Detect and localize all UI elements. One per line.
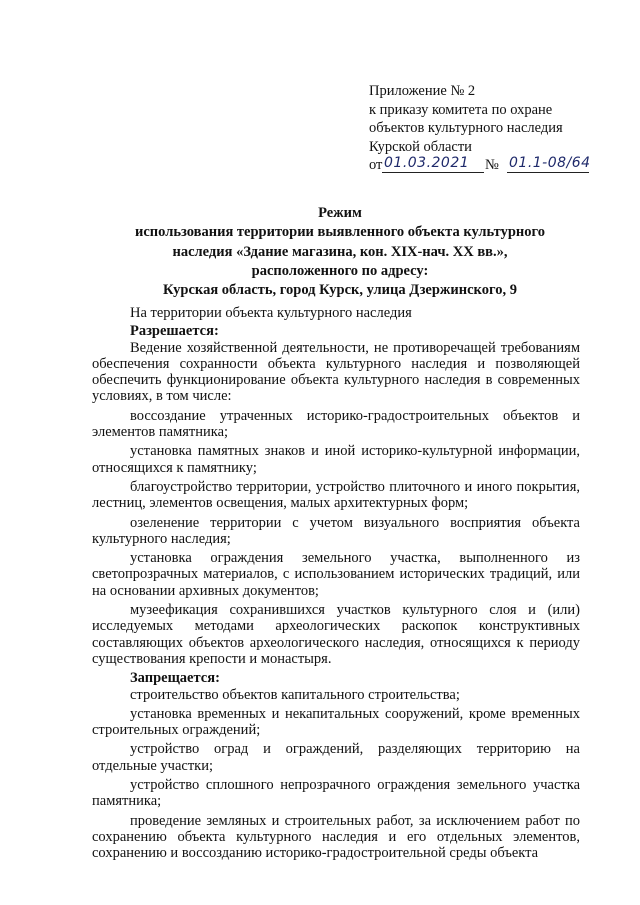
forbidden-item: установка временных и некапитальных сооружений, кроме временных строительных ограждений; bbox=[92, 705, 580, 739]
title-line: Режим bbox=[318, 205, 362, 221]
appendix-order-line: Курской области bbox=[369, 138, 472, 155]
forbidden-item: устройство оград и ограждений, разделяющих территорию на отдельные участки; bbox=[92, 741, 580, 774]
number-label: № bbox=[485, 157, 499, 174]
date-label: от bbox=[369, 157, 383, 174]
title-line: расположенного по адресу: bbox=[251, 262, 429, 279]
appendix-block bbox=[369, 82, 619, 175]
date-number-row bbox=[369, 156, 619, 175]
allowed-item: Ведение хозяйственной деятельности, не противоречащей требованиям обеспечения сохранности объекта культурного наследия и позволяющей обеспечить функционирование объекта культурного наследия в современных условиях, в том числе: bbox=[92, 339, 580, 405]
allowed-item: воссоздание утраченных историко-градостроительных объектов и элементов памятника; bbox=[92, 407, 580, 441]
appendix-order-line: объектов культурного наследия bbox=[369, 120, 563, 137]
forbidden-item: строительство объектов капитального строительства; bbox=[130, 686, 460, 703]
forbidden-item: проведение земляных и строительных работ, за исключением работ по сохранению объекта культурного наследия и его отдельных элементов, сохранению и воссозданию историко-градостроительной среды объекта bbox=[92, 812, 580, 862]
document-title bbox=[100, 204, 580, 300]
title-line: Курская область, город Курск, улица Дзержинского, 9 bbox=[163, 282, 517, 299]
allowed-item: благоустройство территории, устройство плиточного и иного покрытия, лестниц, элементов освещения, малых архитектурных форм; bbox=[92, 478, 580, 512]
allowed-item: установка памятных знаков и иной историко-культурной информации, относящихся к памятнику; bbox=[92, 443, 580, 476]
allowed-item: озеленение территории с учетом визуального восприятия объекта культурного наследия; bbox=[92, 514, 580, 547]
handwritten-number: 01.1-08/64 bbox=[509, 155, 591, 172]
forbidden-item: устройство сплошного непрозрачного ограждения земельного участка памятника; bbox=[92, 777, 580, 810]
appendix-order-line: к приказу комитета по охране bbox=[369, 101, 553, 118]
title-line: использования территории выявленного объекта культурного bbox=[135, 224, 545, 241]
title-line: наследия «Здание магазина, кон. XIX-нач. XX вв.», bbox=[172, 243, 508, 260]
appendix-title: Приложение № 2 bbox=[369, 83, 476, 99]
allowed-item: установка ограждения земельного участка, выполненного из светопрозрачных материалов, с использованием исторических традиций, или на основании архивных документов; bbox=[92, 550, 580, 599]
forbidden-heading: Запрещается: bbox=[130, 670, 220, 687]
intro-text: На территории объекта культурного наследия bbox=[130, 305, 412, 321]
handwritten-date: 01.03.2021 bbox=[382, 154, 484, 173]
document-body bbox=[92, 305, 580, 865]
allowed-item: музеефикация сохранившихся участков культурного слоя и (или) исследуемых методами археологических раскопок конструктивных составляющих объектов археологического наследия, относящихся к периоду существования крепости и монастыря. bbox=[92, 602, 580, 667]
allowed-heading: Разрешается: bbox=[130, 323, 219, 340]
